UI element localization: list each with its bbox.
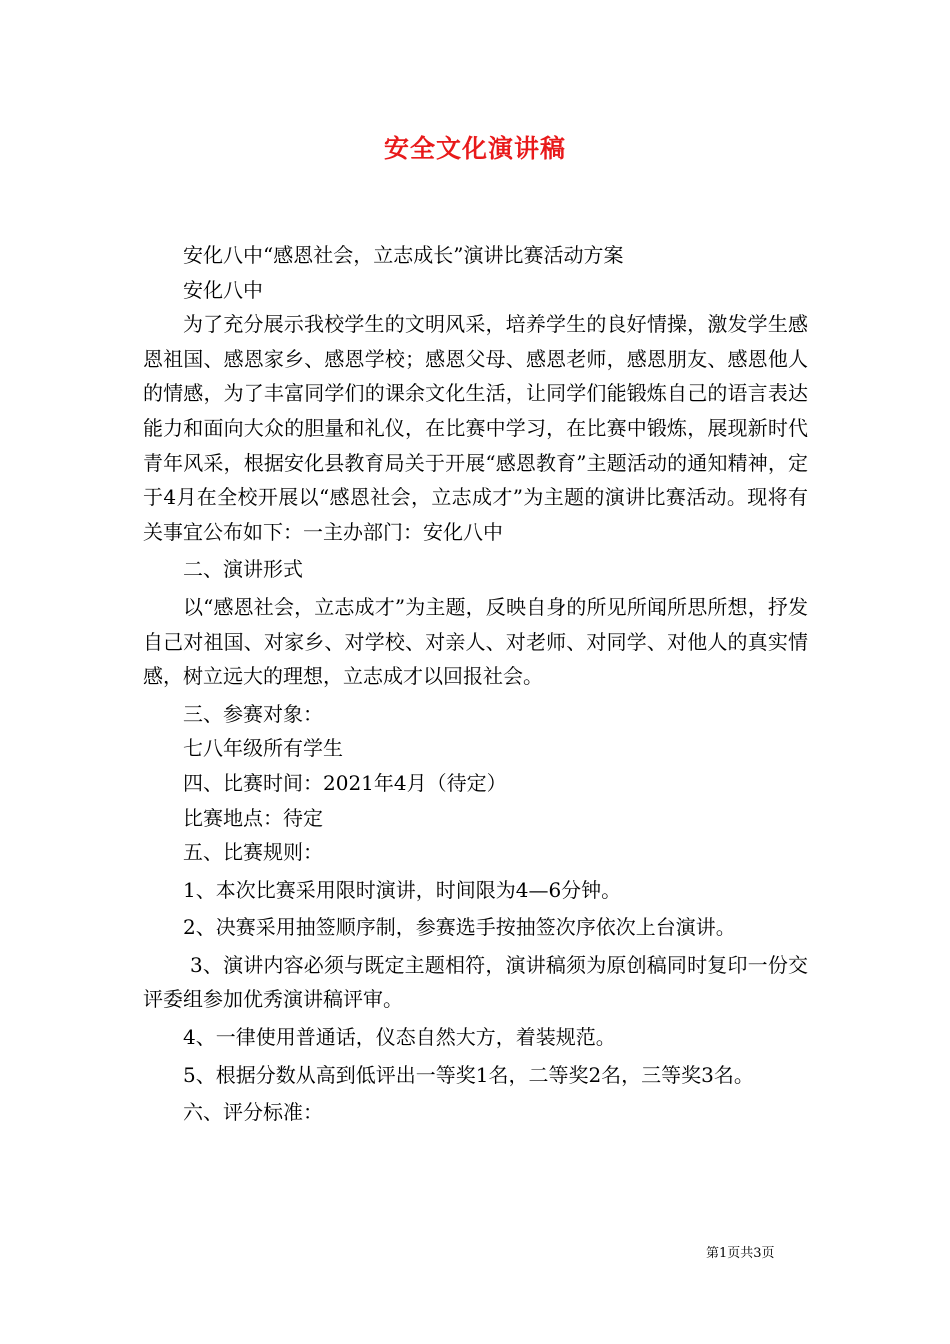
paragraph-participants: 七八年级所有学生 bbox=[183, 736, 343, 761]
document-body bbox=[143, 238, 808, 1130]
paragraph-organizer: 安化八中 bbox=[183, 277, 263, 302]
paragraph-speech-form: 以“感恩社会，立志成才”为主题，反映自身的所见所闻所思所想，抒发自己对祖国、对家乡、对学校、对亲人、对老师、对同学、对他人的真实情感，树立远大的理想，立志成才以回报社会。 bbox=[143, 594, 808, 689]
document-title: 安全文化演讲稿 bbox=[383, 134, 566, 163]
paragraph-section-three-heading: 三、参赛对象： bbox=[183, 701, 323, 726]
paragraph-rule-4: 4、一律使用普通话，仪态自然大方，着装规范。 bbox=[183, 1025, 616, 1050]
paragraph-event-plan-title: 安化八中“感恩社会，立志成长”演讲比赛活动方案 bbox=[183, 243, 624, 267]
paragraph-competition-time: 四、比赛时间：2021年4月（待定） bbox=[183, 770, 507, 795]
paragraph-section-five-heading: 五、比赛规则： bbox=[183, 840, 323, 865]
paragraph-intro: 为了充分展示我校学生的文明风采，培养学生的良好情操，激发学生感恩祖国、感恩家乡、感恩学校；感恩父母、感恩老师，感恩朋友、感恩他人的情感，为了丰富同学们的课余文化生活，让同学们能锻炼自己的语言表达能力和面向大众的胆量和礼仪，在比赛中学习，在比赛中锻炼，展现新时代青年风采，根据安化县教育局关于开展“感恩教育”主题活动的通知精神，定于4月在全校开展以“感恩社会，立志成才”为主题的演讲比赛活动。现将有关事宜公布如下：一主办部门：安化八中 bbox=[143, 312, 808, 544]
paragraph-section-six-heading: 六、评分标准： bbox=[183, 1100, 323, 1125]
paragraph-rule-5: 5、根据分数从高到低评出一等奖1名，二等奖2名，三等奖3名。 bbox=[183, 1062, 754, 1087]
page-number: 第1页共3页 bbox=[706, 1246, 775, 1261]
paragraph-rule-1: 1、本次比赛采用限时演讲，时间限为4—6分钟。 bbox=[183, 877, 622, 902]
paragraph-rule-3: 3、演讲内容必须与既定主题相符，演讲稿须为原创稿同时复印一份交评委组参加优秀演讲稿评审。 bbox=[143, 952, 808, 1012]
paragraph-section-two-heading: 二、演讲形式 bbox=[183, 557, 303, 582]
paragraph-competition-venue: 比赛地点：待定 bbox=[183, 805, 323, 830]
paragraph-rule-2: 2、决赛采用抽签顺序制，参赛选手按抽签次序依次上台演讲。 bbox=[183, 915, 736, 940]
